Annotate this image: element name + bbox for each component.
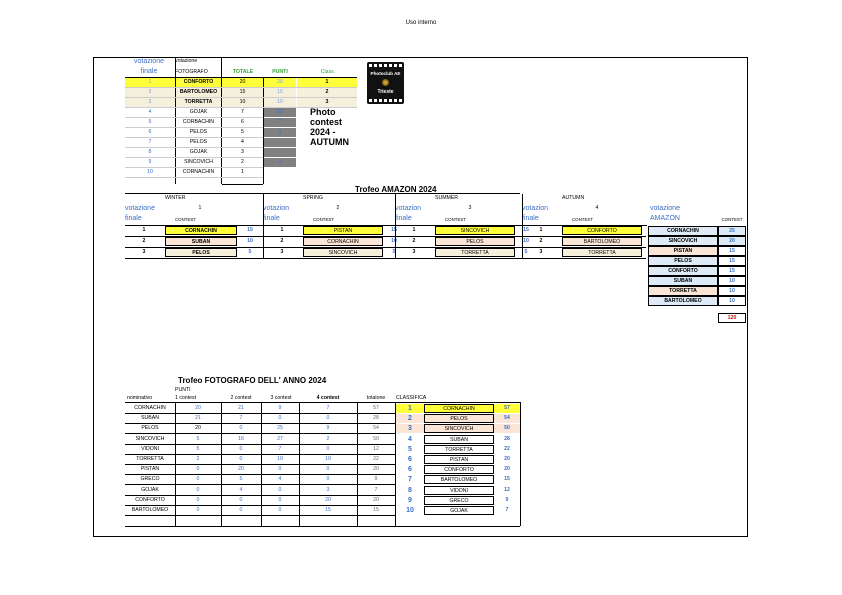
season-pos: 1 — [412, 227, 416, 233]
foto-c1: 21 — [195, 415, 201, 422]
foto-c4: 7 — [326, 405, 330, 411]
foto-c2: 21 — [238, 405, 244, 411]
season-pos: 1 — [280, 227, 284, 233]
total-points: 25 — [718, 226, 746, 236]
class-pos: 6 — [408, 466, 412, 474]
foto-c1: 20 — [195, 405, 201, 411]
season-winner: SINCOVICH — [435, 226, 515, 235]
total-points: 15 — [718, 266, 746, 276]
season-points: 15 — [523, 227, 529, 233]
class-points: 22 — [504, 445, 510, 452]
foto-tot: 28 — [373, 415, 379, 422]
contest-end-rule — [222, 184, 263, 185]
class-pos: 2 — [396, 414, 424, 423]
total-points: 15 — [718, 246, 746, 256]
foto-tot: 54 — [373, 425, 379, 432]
class-pos: 9 — [408, 496, 412, 504]
photoclub-logo — [367, 62, 404, 104]
class-pos: 3 — [396, 424, 424, 433]
contest-title: Photo contest 2024 - AUTUMN — [310, 107, 349, 147]
class-points: 20 — [504, 456, 510, 462]
foto-c3: 0 — [278, 466, 282, 473]
contest-totale: 5 — [241, 129, 244, 135]
class-pos: 8 — [408, 486, 412, 494]
season-row-rule — [522, 258, 646, 259]
fotografo-sub: PUNTI — [175, 387, 191, 393]
foto-c1: 0 — [196, 496, 200, 503]
season-winner: TORRETTA — [562, 248, 642, 257]
foto-c4: 20 — [325, 496, 331, 503]
foto-c3: 27 — [277, 435, 283, 442]
contest-totale: 2 — [241, 159, 244, 165]
contest-totale: 4 — [241, 139, 244, 145]
season-contest: CONTEST — [313, 217, 334, 222]
season-points: 5 — [524, 249, 528, 255]
season-name: SPRING — [303, 195, 323, 201]
season-points: 15 — [391, 227, 397, 233]
class-points: 7 — [505, 507, 509, 513]
foto-c3: 0 — [278, 507, 282, 513]
total-name: SUBAN — [648, 276, 718, 286]
foto-c1: 0 — [196, 507, 200, 513]
foto-c2: 0 — [239, 507, 243, 513]
contest-name: CORBACHIN — [182, 119, 215, 125]
foto-name: VIDONI — [141, 445, 159, 452]
foto-c2: 5 — [239, 476, 243, 483]
class-name: PISTAN — [424, 455, 494, 464]
total-name: BARTOLOMEO — [648, 296, 718, 306]
contest-punti: 9 — [264, 128, 296, 137]
class-points: 57 — [494, 404, 520, 413]
contest-pos: 4 — [148, 109, 152, 115]
contest-name: CONFORTO — [176, 78, 221, 87]
season-points: 5 — [248, 249, 252, 255]
season-pos: 3 — [142, 249, 146, 255]
contest-totale: 6 — [241, 119, 244, 125]
total-points: 10 — [718, 296, 746, 306]
season-name: AUTUMN — [562, 195, 585, 201]
season-votazione: votazion — [395, 205, 422, 212]
contest-class: 1 — [297, 78, 357, 87]
totals-head1: votazione — [650, 205, 680, 212]
contest-totale: 20 — [222, 78, 263, 87]
contest-pos: 8 — [148, 149, 152, 155]
foto-name: CORNACHIN — [134, 405, 166, 411]
class-name: CORNACHIN — [424, 404, 494, 413]
logo-emblem-icon — [382, 79, 389, 86]
season-winner: CONFORTO — [562, 226, 642, 235]
foto-c4: 10 — [325, 456, 331, 462]
foto-c2: 7 — [239, 415, 243, 422]
season-pos: 1 — [539, 227, 543, 233]
foto-c1: 20 — [195, 425, 201, 432]
contest-punti — [264, 168, 296, 177]
foto-c1: 0 — [196, 466, 200, 473]
season-num: 2 — [336, 205, 340, 211]
foto-c3: 0 — [278, 496, 282, 503]
foto-c3: 10 — [277, 456, 283, 462]
season-winner: SINCOVICH — [303, 248, 383, 257]
season-winner: PELOS — [435, 237, 515, 246]
foto-c2: 16 — [238, 435, 244, 442]
film-strip-top — [369, 64, 402, 67]
foto-c2: 0 — [239, 425, 243, 432]
class-pos: 7 — [408, 476, 412, 484]
foto-c4: 9 — [326, 425, 330, 432]
foto-col-rule — [299, 402, 300, 526]
class-points: 15 — [504, 476, 510, 483]
foto-c1: 0 — [196, 486, 200, 493]
foto-c2: 0 — [239, 456, 243, 462]
total-name: CORNACHIN — [648, 226, 718, 236]
total-name: SINCOVICH — [648, 236, 718, 246]
contest-punti — [264, 148, 296, 157]
contest-name: PELOS — [189, 129, 208, 135]
foto-tot: 7 — [374, 486, 378, 493]
foto-c4: 2 — [326, 435, 330, 442]
contest-name: GOJAK — [189, 149, 208, 155]
season-name: WINTER — [165, 195, 186, 201]
foto-tot: 57 — [373, 405, 379, 411]
season-num: 3 — [468, 205, 472, 211]
contest-totale: 3 — [241, 149, 244, 155]
season-winner: CORNACHIN — [165, 226, 237, 235]
season-points: 10 — [523, 238, 529, 244]
contest-totale: 1 — [241, 169, 244, 175]
class-points: 12 — [504, 486, 510, 493]
class-points: 54 — [494, 414, 520, 423]
contest-punti: 15 — [264, 88, 296, 97]
contest-pos: 5 — [148, 119, 152, 125]
h-nominativo: nominativo — [127, 395, 153, 401]
h-c4: 4 contest — [316, 395, 340, 401]
contest-name: CORNACHIN — [182, 169, 215, 175]
total-name: PELOS — [648, 256, 718, 266]
class-name: GRECO — [424, 496, 494, 505]
season-finale: finale — [395, 215, 412, 222]
foto-bottom-rule — [125, 526, 520, 527]
class-points: 50 — [494, 424, 520, 433]
h-c1: 1 contest — [175, 395, 197, 401]
fotografo-title: Trofeo FOTOGRAFO DELL' ANNO 2024 — [178, 376, 327, 385]
total-name: TORRETTA — [648, 286, 718, 296]
foto-c3: 0 — [278, 486, 282, 493]
foto-col-rule — [175, 402, 176, 526]
foto-c2: 4 — [239, 486, 243, 493]
season-pos: 2 — [539, 238, 543, 244]
foto-c4: 0 — [326, 476, 330, 483]
total-points: 15 — [718, 256, 746, 266]
head-totale: TOTALE — [232, 69, 254, 75]
film-strip-bottom — [369, 99, 402, 102]
head-fotografo: FOTOGRAFO — [175, 69, 208, 75]
foto-c4: 0 — [326, 415, 330, 422]
class-name: SINCOVICH — [424, 424, 494, 433]
foto-c3: 7 — [278, 445, 282, 452]
foto-tot: 12 — [373, 445, 379, 452]
contest-totale: 15 — [222, 88, 263, 97]
foto-name: GOJAK — [141, 486, 159, 493]
foto-c2: 0 — [239, 496, 243, 503]
class-points: 9 — [505, 496, 509, 503]
logo-city: Trieste — [377, 89, 394, 95]
foto-name: GRECO — [140, 476, 160, 483]
class-points: 20 — [504, 466, 510, 473]
season-pos: 3 — [280, 249, 284, 255]
season-row-rule — [125, 258, 263, 259]
season-finale: finale — [125, 215, 142, 222]
head-punti: PUNTI — [272, 69, 288, 75]
totals-head2: AMAZON — [650, 215, 680, 222]
season-votazione: votazion — [263, 205, 290, 212]
total-points: 20 — [718, 236, 746, 246]
foto-c3: 9 — [278, 405, 282, 411]
season-pos: 2 — [280, 238, 284, 244]
contest-punti: 10 — [264, 108, 296, 117]
foto-c4: 0 — [326, 466, 330, 473]
foto-c2: 20 — [238, 466, 244, 473]
contest-class: 3 — [297, 98, 357, 107]
foto-c3: 25 — [277, 425, 283, 432]
season-contest: CONTEST — [445, 217, 466, 222]
contest-pos: 7 — [148, 139, 152, 145]
class-pos: 1 — [396, 404, 424, 413]
season-finale: finale — [522, 215, 539, 222]
class-points: 28 — [504, 435, 510, 442]
totals-head3: CONTEST — [721, 217, 743, 222]
contest-punti: 7 — [264, 118, 296, 127]
contest-pos: 9 — [148, 159, 152, 165]
class-name: TORRETTA — [424, 445, 494, 454]
contest-pos: 10 — [147, 169, 153, 175]
contest-totale: 7 — [241, 109, 244, 115]
season-points: 10 — [391, 238, 397, 244]
h-c2: 2 contest — [230, 395, 252, 401]
contest-name: GOJAK — [189, 109, 208, 115]
contest-name: SINCOVICH — [184, 159, 213, 165]
foto-c4: 3 — [326, 486, 330, 493]
contest-pos: 2 — [125, 88, 175, 97]
season-contest: CONTEST — [572, 217, 593, 222]
head-finale: finale — [140, 68, 158, 75]
season-winner: PISTAN — [303, 226, 383, 235]
season-points: 5 — [392, 249, 396, 255]
foto-c4: 0 — [326, 445, 330, 452]
foto-row-rule — [125, 515, 395, 516]
season-winner: SUBAN — [165, 237, 237, 246]
foto-name: BARTOLOMEO — [131, 507, 169, 513]
contest-punti — [264, 138, 296, 147]
foto-head-rule — [125, 402, 520, 403]
season-winner: PELOS — [165, 248, 237, 257]
logo-club-name: Photoclub AE — [370, 71, 401, 76]
foto-col-rule — [261, 402, 262, 526]
foto-name: CONFORTO — [135, 496, 165, 503]
contest-totale: 10 — [222, 98, 263, 107]
foto-col-rule — [357, 402, 358, 526]
class-name: PELOS — [424, 414, 494, 423]
foto-col-rule — [221, 402, 222, 526]
foto-name: TORRETTA — [136, 456, 164, 462]
class-pos: 4 — [408, 435, 412, 443]
class-name: CONFORTO — [424, 465, 494, 474]
season-points: 10 — [247, 238, 253, 244]
amazon-mid-rule — [125, 225, 647, 226]
amazon-title: Trofeo AMAZON 2024 — [355, 185, 437, 194]
total-points: 10 — [718, 286, 746, 296]
contest-punti: 20 — [264, 78, 296, 87]
h-c3: 3 contest — [270, 395, 292, 401]
foto-name: SUBAN — [141, 415, 159, 422]
foto-name: PISTAN — [140, 466, 160, 473]
foto-c2: 0 — [239, 445, 243, 452]
foto-c3: 4 — [278, 476, 282, 483]
total-name: CONFORTO — [648, 266, 718, 276]
foto-c3: 0 — [278, 415, 282, 422]
contest-name: BARTOLOMEO — [176, 88, 221, 97]
contest-punti: 10 — [264, 98, 296, 107]
season-name: SUMMER — [435, 195, 459, 201]
season-votazione: votazion — [522, 205, 549, 212]
foto-c1: 5 — [196, 435, 200, 442]
contest-row-rule — [125, 177, 263, 178]
foto-c1: 2 — [196, 456, 200, 462]
contest-name: TORRETTA — [176, 98, 221, 107]
h-totale: totalone — [366, 395, 386, 401]
season-pos: 3 — [412, 249, 416, 255]
foto-tot: 15 — [373, 507, 379, 513]
season-pos: 2 — [142, 238, 146, 244]
contest-pos: 3 — [125, 98, 175, 107]
season-winner: TORRETTA — [435, 248, 515, 257]
season-num: 1 — [198, 205, 202, 211]
season-row-rule — [263, 258, 395, 259]
foto-c1: 0 — [196, 476, 200, 483]
season-finale: finale — [263, 215, 280, 222]
contest-name: PELOS — [189, 139, 208, 145]
total-points: 10 — [718, 276, 746, 286]
foto-tot: 50 — [373, 435, 379, 442]
head-votazione: votazione — [134, 58, 164, 65]
season-votazione: votazione — [125, 205, 155, 212]
season-row-rule — [395, 258, 522, 259]
class-name: SUBAN — [424, 435, 494, 444]
class-pos: 10 — [406, 507, 414, 514]
total-name: PISTAN — [648, 246, 718, 256]
foto-tot: 20 — [373, 496, 379, 503]
contest-punti: 2 — [264, 158, 296, 167]
foto-name: PELOS — [141, 425, 159, 432]
foto-c4: 15 — [325, 507, 331, 513]
class-name: VIDONI — [424, 486, 494, 495]
season-num: 4 — [595, 205, 599, 211]
contest-pos: 1 — [125, 78, 175, 87]
class-name: BARTOLOMEO — [424, 475, 494, 484]
contest-class: 2 — [297, 88, 357, 97]
foto-tot: 22 — [373, 456, 379, 462]
season-contest: CONTEST — [175, 217, 196, 222]
foto-c1: 5 — [196, 445, 200, 452]
class-pos: 6 — [408, 456, 412, 463]
head-votazione2: votazione — [175, 58, 198, 64]
head-class: Class. — [320, 69, 336, 75]
season-pos: 3 — [539, 249, 543, 255]
foto-tot: 9 — [374, 476, 378, 483]
page-header: Uso interno — [405, 20, 437, 26]
season-winner: BARTOLOMEO — [562, 237, 642, 246]
class-right-rule — [520, 402, 521, 526]
class-name: GOJAK — [424, 506, 494, 515]
class-pos: 5 — [408, 445, 412, 453]
season-points: 15 — [247, 227, 253, 233]
h-class: CLASSIFICA — [396, 395, 427, 401]
season-winner: CORNACHIN — [303, 237, 383, 246]
grand-total: 120 — [718, 313, 746, 323]
contest-pos: 6 — [148, 129, 152, 135]
foto-name: SINCOVICH — [135, 435, 165, 442]
foto-tot: 20 — [373, 466, 379, 473]
season-pos: 1 — [142, 227, 146, 233]
season-pos: 2 — [412, 238, 416, 244]
